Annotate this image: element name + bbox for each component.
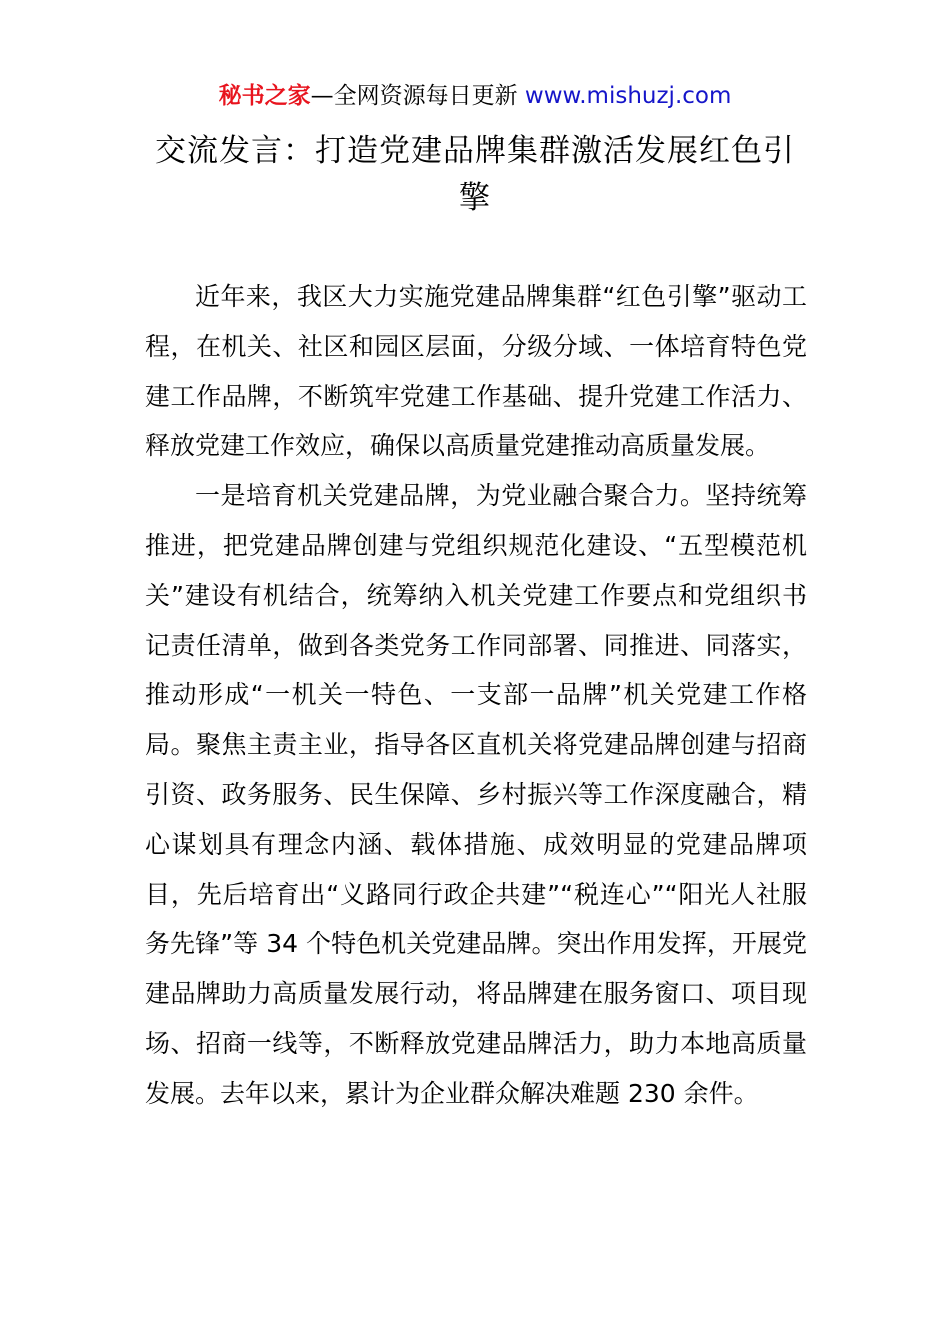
document-title: 交流发言：打造党建品牌集群激活发展红色引擎 [155, 133, 795, 216]
site-brand: 秘书之家 [218, 83, 311, 109]
site-header [0, 80, 950, 112]
site-slogan: —全网资源每日更新 [310, 83, 518, 109]
paragraph-section-one: 一是培育机关党建品牌，为党业融合聚合力。坚持统筹推进，把党建品牌创建与党组织规范化建设、“五型模范机关”建设有机结合，统筹纳入机关党建工作要点和党组织书记责任清单，做到各类党务工作同部署、同推进、同落实，推动形成“一机关一特色、一支部一品牌”机关党建工作格局。聚焦主责主业，指导各区直机关将党建品牌创建与招商引资、政务服务、民生保障、乡村振兴等工作深度融合，精心谋划具有理念内涵、载体措施、成效明显的党建品牌项目，先后培育出“义路同行政企共建”“税连心”“阳光人社服务先锋”等 34 个特色机关党建品牌。突出作用发挥，开展党建品牌助力高质量发展行动，将品牌建在服务窗口、项目现场、招商一线等，不断释放党建品牌活力，助力本地高质量发展。去年以来，累计为企业群众解决难题 230 余件。 [145, 481, 807, 1108]
site-url[interactable]: www.mishuzj.com [524, 83, 732, 109]
document-body [145, 272, 807, 1119]
paragraph-intro: 近年来，我区大力实施党建品牌集群“红色引擎”驱动工程，在机关、社区和园区层面，分级分域、一体培育特色党建工作品牌，不断筑牢党建工作基础、提升党建工作活力、释放党建工作效应，确保以高质量党建推动高质量发展。 [145, 282, 807, 461]
